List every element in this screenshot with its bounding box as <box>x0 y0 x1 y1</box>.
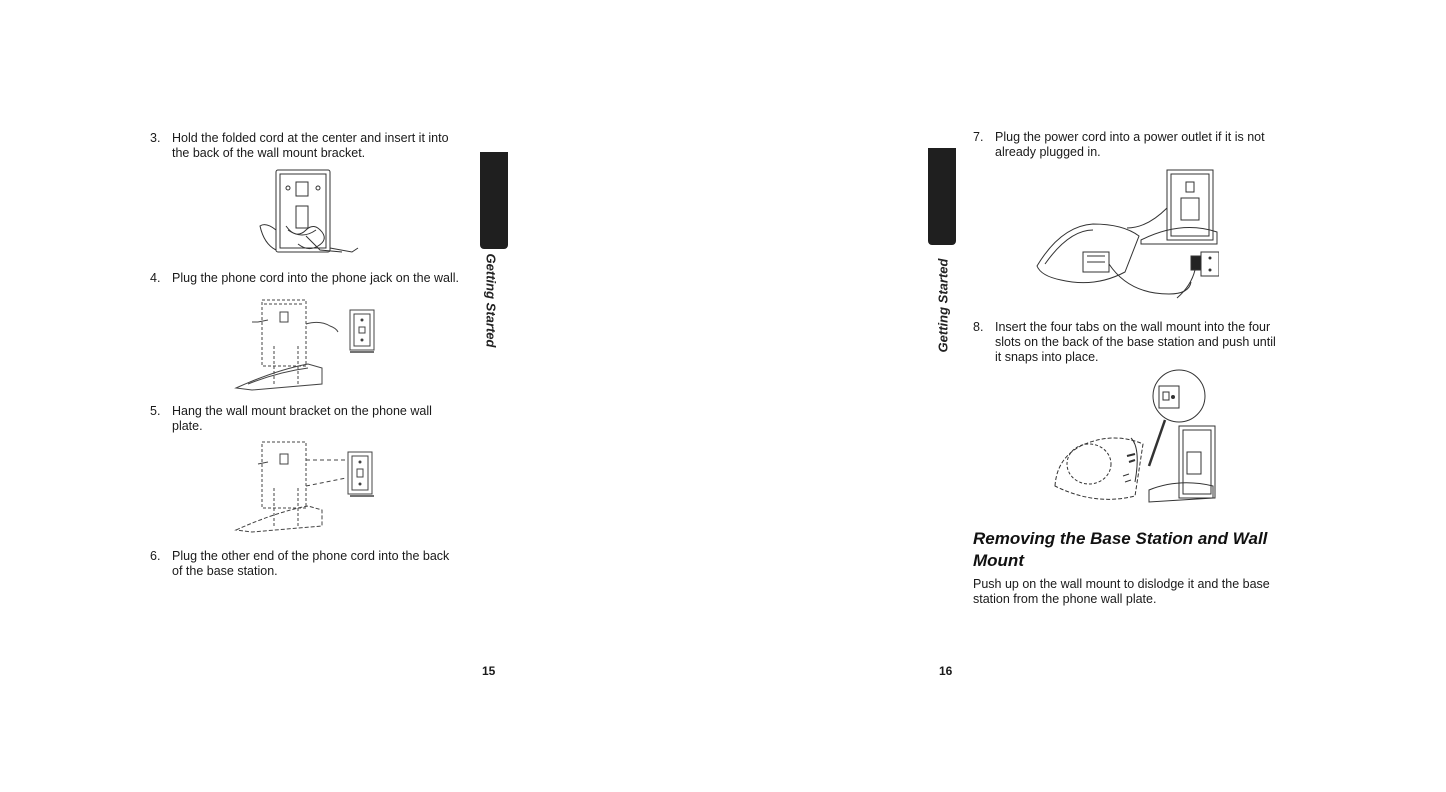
step-number: 6. <box>150 549 161 563</box>
paragraph-line: station from the phone wall plate. <box>973 592 1157 606</box>
step-number: 3. <box>150 131 161 145</box>
step-line: of the base station. <box>172 564 278 578</box>
section-heading <box>973 528 1333 572</box>
section-side-tab-label: Getting Started <box>483 253 499 348</box>
step-line: Plug the other end of the phone cord into the back <box>172 549 450 563</box>
power-cord-illustration <box>1031 168 1219 310</box>
right-page <box>723 0 1446 792</box>
step-line: it snaps into place. <box>995 350 1099 364</box>
step-line: plate. <box>172 419 203 433</box>
section-heading-line: Mount <box>973 551 1024 570</box>
phone-jack-illustration <box>228 292 378 396</box>
step-text <box>995 130 1265 160</box>
step-text <box>172 131 449 161</box>
section-side-tab-label: Getting Started <box>935 258 951 353</box>
step-number: 8. <box>973 320 984 334</box>
page-number: 16 <box>939 664 953 678</box>
page-number: 15 <box>482 664 496 678</box>
step-line: Hold the folded cord at the center and insert it into <box>172 131 449 145</box>
step-number: 7. <box>973 130 984 144</box>
step-number: 5. <box>150 404 161 418</box>
hang-bracket-illustration <box>228 436 378 540</box>
step-text <box>172 549 449 579</box>
step-line: Plug the phone cord into the phone jack on the wall. <box>172 271 460 285</box>
section-side-tab <box>480 152 508 249</box>
step-text <box>172 404 432 434</box>
wall-mount-cord-illustration <box>256 166 366 260</box>
snap-base-illustration <box>1049 366 1221 508</box>
step-text <box>995 320 1276 365</box>
step-line: Insert the four tabs on the wall mount into the four <box>995 320 1271 334</box>
section-heading-line: Removing the Base Station and Wall <box>973 529 1268 548</box>
step-line: Hang the wall mount bracket on the phone wall <box>172 404 432 418</box>
paragraph-line: Push up on the wall mount to dislodge it and the base <box>973 577 1270 591</box>
step-line: Plug the power cord into a power outlet if it is not <box>995 130 1265 144</box>
step-line: already plugged in. <box>995 145 1101 159</box>
step-number: 4. <box>150 271 161 285</box>
section-paragraph <box>973 577 1333 607</box>
step-text <box>172 271 459 286</box>
section-side-tab <box>928 148 956 245</box>
step-line: the back of the wall mount bracket. <box>172 146 366 160</box>
step-line: slots on the back of the base station and push until <box>995 335 1276 349</box>
